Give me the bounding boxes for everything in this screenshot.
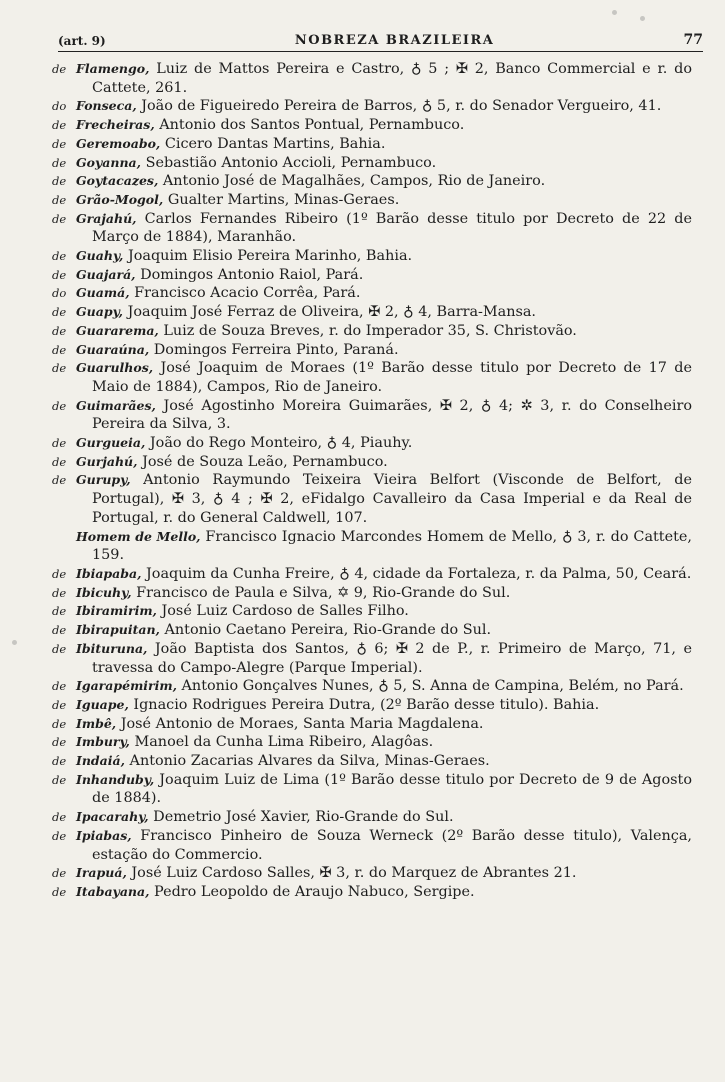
article-reference: (art. 9) [58,34,106,48]
entry-title: Gurgueia, [76,435,146,451]
entry [52,453,692,472]
entry-description: Luiz de Souza Breves, r. do Imperador 35, S. Christovão. [158,322,577,339]
entry [52,60,692,97]
entry [52,602,692,621]
entry-description: Antonio Gonçalves Nunes, ♁ 5, S. Anna de Campina, Belém, no Pará. [176,678,684,695]
entry-description: João Baptista dos Santos, ♁ 6; ✠ 2 de P., r. Primeiro de Março, 71, e travessa do Campo-Alegre (Parque Imperial). [92,640,692,676]
entry-prefix: de [52,585,67,600]
entry-prefix: de [52,828,67,843]
entry [52,471,692,527]
entry-title: Guahy, [76,248,124,264]
entry-description: Domingos Antonio Raiol, Pará. [135,266,364,283]
entry-title: Imbury, [76,734,130,750]
entry [52,191,692,210]
entry-title: Guapy, [76,304,124,320]
entry [52,621,692,640]
entry-prefix: de [52,267,67,282]
entry-description: Antonio Zacarias Alvares da Silva, Minas-Geraes. [124,753,490,770]
entry-description: João de Figueiredo Pereira de Barros, ♁ 5, r. do Senador Vergueiro, 41. [136,98,662,115]
entry-title: Guajará, [76,266,136,282]
entry [52,696,692,715]
entry-prefix: de [52,136,67,151]
entry-prefix: de [52,772,67,787]
entry-description: José de Souza Leão, Pernambuco. [137,453,388,470]
entry-prefix: de [52,735,67,750]
entry [52,733,692,752]
entry [52,303,692,322]
entry-description: Joaquim José Ferraz de Oliveira, ✠ 2, ♁ 4, Barra-Mansa. [123,304,537,321]
entry-description: Antonio José de Magalhães, Campos, Rio de Janeiro. [158,173,546,190]
entry [52,322,692,341]
entry-title: Frecheiras, [76,117,155,133]
entry-prefix: de [52,473,67,488]
entry-title: Ipacarahy, [76,809,149,825]
entry-title: Fonseca, [76,98,137,114]
entry [52,883,692,902]
entry-description: Joaquim Elisio Pereira Marinho, Bahia. [123,248,413,265]
entry-description: Antonio dos Santos Pontual, Pernambuco. [154,117,465,134]
entry-description: Francisco Pinheiro de Souza Werneck (2º Barão desse titulo), Valença, estação do Commercio. [92,827,692,863]
entry-title: Irapuá, [76,865,127,881]
entry [52,715,692,734]
entry-title: Ibiapaba, [76,565,142,581]
entry-title: Ibirapuitan, [76,622,160,638]
entry-list [52,60,692,902]
entry-prefix: de [52,155,67,170]
entry-title: Flamengo, [76,61,150,76]
entry-prefix: de [52,566,67,581]
entry-prefix: de [52,604,67,619]
entry-description: Demetrio José Xavier, Rio-Grande do Sul. [148,809,454,826]
page-header [58,22,703,52]
entry [52,247,692,266]
entry-prefix: de [52,398,67,413]
page-number: 77 [683,32,703,48]
entry-description: Domingos Ferreira Pinto, Paraná. [149,341,399,358]
entry-description: Francisco Ignacio Marcondes Homem de Mello, ♁ 3, r. do Cattete, 159. [92,528,692,564]
entry-title: Inhanduby, [76,771,155,787]
entry-prefix: de [52,118,67,133]
entry-prefix: de [52,866,67,881]
entry [52,584,692,603]
entry [52,397,692,434]
entry-prefix: de [52,884,67,899]
running-title: NOBREZA BRAZILEIRA [294,33,495,48]
entry-title: Ibicuhy, [76,584,132,600]
entry-prefix: de [52,361,67,376]
entry-title: Gurjahú, [76,453,138,469]
entry-description: Francisco Acacio Corrêa, Pará. [129,285,361,302]
entry [52,771,692,808]
entry [52,359,692,396]
entry-prefix: de [52,249,67,264]
entry-description: Antonio Caetano Pereira, Rio-Grande do Sul. [159,622,492,639]
entry-prefix: de [52,62,67,76]
entry [52,266,692,285]
entry-title: Goyanna, [76,154,142,170]
entry-prefix: de [52,623,67,638]
entry-description: Antonio Raymundo Teixeira Vieira Belfort (Visconde de Belfort, de Portugal), ✠ 3, ♁ 4 ; ✠ 2, eFidalgo Cavalleiro da Casa Imperial e da Real de Portugal, r. do General Caldwell, 107. [92,472,692,526]
entry-title: Imbê, [76,715,117,731]
entry [52,827,692,864]
entry-description: Sebastião Antonio Accioli, Pernambuco. [141,154,437,171]
entry-prefix: de [52,174,67,189]
entry [52,565,692,584]
entry [52,116,692,135]
entry [52,677,692,696]
entry-description: Joaquim Luiz de Lima (1º Barão desse titulo por Decreto de 9 de Agosto de 1884). [92,771,692,807]
entry-prefix: de [52,192,67,207]
entry [52,864,692,883]
entry [52,528,692,565]
entry-description: José Luiz Cardoso de Salles Filho. [156,603,409,620]
entry-description: José Antonio de Moraes, Santa Maria Magdalena. [116,715,484,732]
entry-title: Iguape, [76,696,129,712]
entry-description: Joaquim da Cunha Freire, ♁ 4, cidade da Fortaleza, r. da Palma, 50, Ceará. [141,565,692,582]
entry-title: Ibituruna, [76,640,148,656]
entry [52,135,692,154]
entry-title: Itabayana, [76,883,150,899]
entry [52,154,692,173]
entry-description: José Luiz Cardoso Salles, ✠ 3, r. do Marquez de Abrantes 21. [126,865,577,882]
entry-prefix: de [52,641,67,656]
entry-description: Luiz de Mattos Pereira e Castro, ♁ 5 ; ✠ 2, Banco Commercial e r. do Cattete, 261. [92,61,692,96]
entry [52,97,692,116]
entry-description: Ignacio Rodrigues Pereira Dutra, (2º Barão desse titulo). Bahia. [128,696,600,713]
entry [52,808,692,827]
entry-title: Guarulhos, [76,360,154,376]
entry-prefix: de [52,436,67,451]
entry-prefix: de [52,305,67,320]
entry-title: Indaiá, [76,753,125,769]
entry-prefix: de [52,323,67,338]
entry-description: José Joaquim de Moraes (1º Barão desse titulo por Decreto de 17 de Maio de 1884), Campos, Rio de Janeiro. [92,360,692,395]
entry-title: Grajahú, [76,210,137,226]
print-speck [640,16,645,21]
entry-description: Pedro Leopoldo de Araujo Nabuco, Sergipe. [149,883,475,900]
entry-title: Gurupy, [76,472,131,488]
entry-prefix: de [52,454,67,469]
entry-title: Homem de Mello, [76,528,201,544]
entry-prefix: do [52,99,67,114]
entry-description: João do Rego Monteiro, ♁ 4, Piauhy. [145,435,413,452]
entry [52,434,692,453]
entry-description: José Agostinho Moreira Guimarães, ✠ 2, ♁ 4; ✲ 3, r. do Conselheiro Pereira da Silva, 3. [92,397,692,433]
entry-title: Ipiabas, [76,827,132,843]
entry-title: Guararema, [76,322,159,338]
entry-prefix: de [52,211,67,226]
entry [52,640,692,677]
entry [52,341,692,360]
entry-title: Guaraúna, [76,341,150,357]
entry-description: Manoel da Cunha Lima Ribeiro, Alagôas. [129,734,434,751]
entry-prefix: de [52,810,67,825]
entry-prefix: do [52,286,67,301]
entry [52,172,692,191]
entry-title: Guamá, [76,285,130,301]
entry-description: Cicero Dantas Martins, Bahia. [160,135,386,152]
entry-description: Gualter Martins, Minas-Geraes. [163,191,400,208]
entry-title: Grão-Mogol, [76,191,164,207]
entry-prefix: de [52,697,67,712]
entry [52,752,692,771]
entry-prefix: de [52,679,67,694]
entry [52,210,692,247]
entry-prefix: de [52,754,67,769]
entry-description: Carlos Fernandes Ribeiro (1º Barão desse titulo por Decreto de 22 de Março de 1884), Maranhão. [92,210,692,246]
entry-title: Guimarães, [76,397,156,413]
entry-description: Francisco de Paula e Silva, ✡ 9, Rio-Grande do Sul. [131,584,511,601]
entry-title: Ibiramirim, [76,603,157,619]
print-speck [612,10,617,15]
entry [52,284,692,303]
entry-title: Goytacazes, [76,173,159,189]
entry-title: Geremoabo, [76,135,161,151]
print-speck [12,640,17,645]
entry-title: Igarapémirim, [76,678,177,694]
entry-prefix: de [52,342,67,357]
entry-prefix: de [52,716,67,731]
